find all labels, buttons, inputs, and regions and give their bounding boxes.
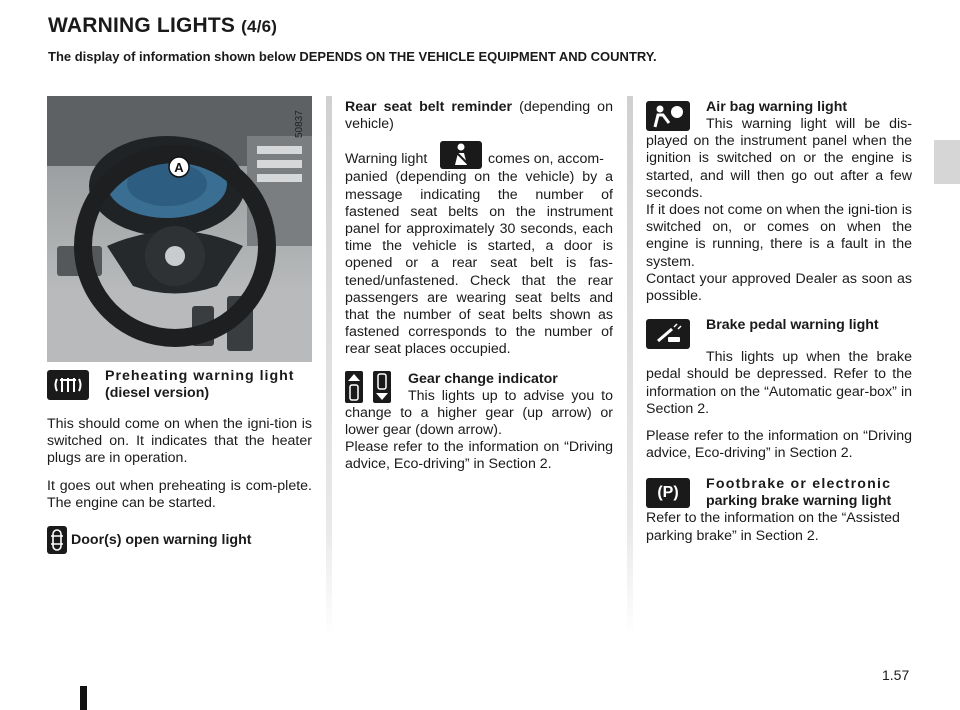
column-2 — [345, 99, 613, 474]
preheat-title: Preheating warning light — [105, 368, 295, 384]
airbag-paragraph-3: Contact your approved Dealer as soon as possible. — [646, 270, 912, 305]
gear-paragraph-1: This lights up to advise you to change to a higher gear (up arrow) or lower gear (down arrow). — [345, 387, 613, 439]
parking-brake-icon: (P) — [646, 478, 690, 508]
page-title: WARNING LIGHTS (4/6) — [48, 14, 278, 37]
gear-heading — [345, 371, 613, 405]
belt-after-icon: comes on, accom- — [488, 151, 604, 168]
brake-pedal-icon — [646, 319, 690, 349]
preheat-heading — [47, 368, 312, 408]
park-heading — [646, 476, 912, 510]
steering-wheel-illustration — [47, 96, 312, 362]
brake-paragraph-2: Please refer to the information on “Driving advice, Eco-driving” in Section 2. — [646, 428, 912, 462]
airbag-paragraph-2: If it does not come on when the igni-tion is switched on, or comes on when the engine is running, there is a fault in the system. — [646, 202, 912, 270]
photo-code: 50837 — [294, 110, 305, 138]
page-number: 1.57 — [882, 667, 910, 683]
preheat-paragraph-1: This should come on when the igni-tion is switched on. It indicates that the heater plugs are in operation. — [47, 416, 312, 467]
column-3 — [646, 99, 912, 545]
belt-title: Rear seat belt reminder — [345, 99, 513, 115]
column-1 — [47, 368, 312, 554]
door-open-icon — [47, 526, 67, 554]
column-rule-1 — [326, 96, 332, 636]
brake-title: Brake pedal warning light — [706, 317, 879, 334]
gear-up-icon — [345, 371, 363, 403]
airbag-icon — [646, 101, 690, 131]
dashboard-photo — [47, 96, 312, 362]
gear-down-icon — [373, 371, 391, 403]
page-title-part: (4/6) — [241, 17, 278, 36]
section-tab — [934, 140, 960, 184]
brake-paragraph-1: This lights up when the brake pedal should be depressed. Refer to the information on the “Automatic gear-box” in Section 2. — [646, 349, 912, 417]
belt-lead-line — [345, 141, 613, 169]
park-title-2: parking brake warning light — [706, 493, 892, 510]
airbag-heading — [646, 99, 912, 133]
belt-lead: Warning light — [345, 151, 428, 168]
preheat-icon — [47, 370, 89, 400]
belt-title-suffix: (depending on vehicle) — [345, 99, 613, 133]
door-heading — [47, 526, 312, 554]
seatbelt-icon — [440, 141, 482, 169]
airbag-title: Air bag warning light — [706, 99, 848, 115]
belt-paragraph: panied (depending on the vehicle) by a message indicating the number of fastened seat belts on the instrument panel for approximately 30 seconds, each time the vehicle is started, a door is opened or a rear seat belt is fas-tened/unfastened. Check that the rear passengers are wearing seat belts and that the number of seat belts shown as fastened corresponds to the number of rear seat places occupied. — [345, 169, 613, 358]
column-rule-2 — [627, 96, 633, 636]
belt-heading — [345, 99, 613, 133]
airbag-paragraph-1: This warning light will be dis-played on the instrument panel when the ignition is switched on or the engine is started, and will then go out after a few seconds. — [646, 116, 912, 201]
page-subtitle: The display of information shown below DEPENDS ON THE VEHICLE EQUIPMENT AND COUNTRY. — [48, 49, 657, 64]
photo-callout-a: A — [174, 160, 184, 175]
door-title: Door(s) open warning light — [71, 532, 252, 549]
park-title: Footbrake or electronic — [706, 476, 892, 493]
brake-heading — [646, 317, 912, 351]
preheat-paragraph-2: It goes out when preheating is com-plete. The engine can be started. — [47, 477, 312, 511]
preheat-title-2: (diesel version) — [105, 385, 210, 401]
park-paragraph: Refer to the information on the “Assisted parking brake” in Section 2. — [646, 510, 900, 544]
gear-paragraph-2: Please refer to the information on “Driving advice, Eco-driving” in Section 2. — [345, 439, 613, 473]
footer-mark — [80, 686, 87, 710]
gear-title: Gear change indicator — [408, 370, 558, 387]
